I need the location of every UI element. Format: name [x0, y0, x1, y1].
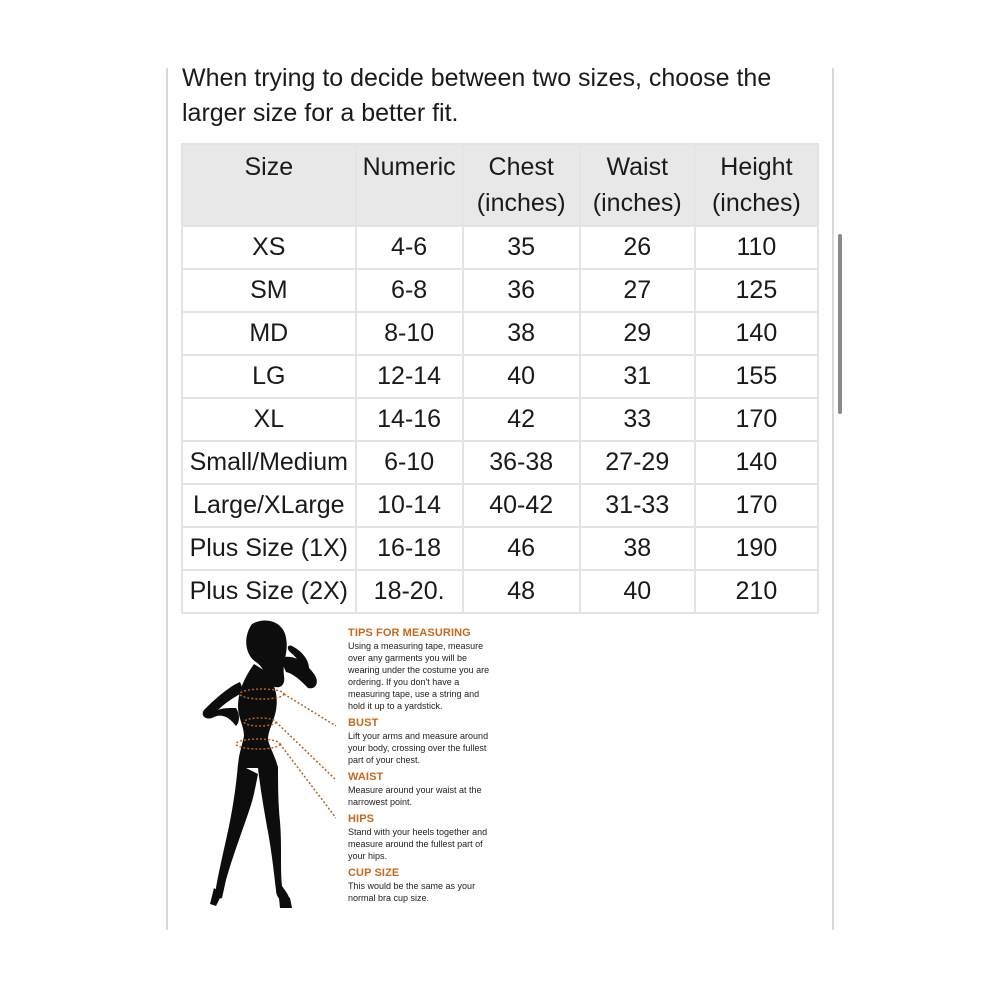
table-cell: 190 [695, 527, 818, 570]
header-row [182, 144, 818, 226]
tip-body: Using a measuring tape, measure over any garments you will be wearing under the costume you are ordering. If you don't have a measuring tape, use a string and hold it up to a yardstick. [348, 641, 490, 711]
table-cell: XS [182, 226, 356, 269]
table-cell: Small/Medium [182, 441, 356, 484]
table-row [182, 269, 818, 312]
table-cell: 18-20. [356, 570, 463, 613]
table-cell: 46 [463, 527, 580, 570]
table-row [182, 484, 818, 527]
tip-body: This would be the same as your normal bra cup size. [348, 881, 476, 903]
tip-body: Lift your arms and measure around your body, crossing over the fullest part of your chest. [348, 731, 489, 765]
table-cell: 26 [580, 226, 695, 269]
table-cell: 29 [580, 312, 695, 355]
tip-body: Stand with your heels together and measure around the fullest part of your hips. [348, 827, 488, 861]
table-cell: 140 [695, 441, 818, 484]
table-cell: 10-14 [356, 484, 463, 527]
tip-heading: HIPS [348, 813, 375, 825]
table-cell: 14-16 [356, 398, 463, 441]
table-cell: 110 [695, 226, 818, 269]
column-header-unit: (inches) [592, 189, 682, 217]
tip-heading: TIPS FOR MEASURING [348, 627, 471, 639]
table-cell: 31-33 [580, 484, 695, 527]
size-chart-body [182, 226, 818, 613]
table-cell: Large/XLarge [182, 484, 356, 527]
table-cell: 38 [580, 527, 695, 570]
tip-heading: WAIST [348, 771, 384, 783]
table-cell: 31 [580, 355, 695, 398]
column-header-label: Waist [606, 153, 669, 181]
table-cell: 36 [463, 269, 580, 312]
table-cell: LG [182, 355, 356, 398]
table-row [182, 226, 818, 269]
content-frame-left-border [166, 68, 168, 930]
column-header [182, 144, 356, 226]
table-row [182, 441, 818, 484]
table-row [182, 527, 818, 570]
table-cell: Plus Size (2X) [182, 570, 356, 613]
size-advice-text: When trying to decide between two sizes, choose the larger size for a better fit. [182, 64, 772, 127]
table-row [182, 312, 818, 355]
column-header-label: Numeric [362, 153, 456, 181]
size-chart-table [181, 143, 819, 614]
table-row [182, 570, 818, 613]
table-cell: 125 [695, 269, 818, 312]
scrollbar-thumb[interactable] [838, 234, 842, 414]
table-cell: 27-29 [580, 441, 695, 484]
column-header-unit: (inches) [711, 189, 801, 217]
measuring-tips-panel [348, 626, 498, 908]
table-cell: MD [182, 312, 356, 355]
table-cell: 6-8 [356, 269, 463, 312]
table-cell: 16-18 [356, 527, 463, 570]
table-cell: 140 [695, 312, 818, 355]
table-cell: 170 [695, 398, 818, 441]
table-cell: 155 [695, 355, 818, 398]
table-cell: 42 [463, 398, 580, 441]
table-cell: 38 [463, 312, 580, 355]
table-cell: 170 [695, 484, 818, 527]
table-cell: 6-10 [356, 441, 463, 484]
column-header [463, 144, 580, 226]
table-cell: 12-14 [356, 355, 463, 398]
table-cell: 40 [580, 570, 695, 613]
table-row [182, 398, 818, 441]
table-cell: 40-42 [463, 484, 580, 527]
table-cell: 35 [463, 226, 580, 269]
column-header-label: Chest [488, 153, 554, 181]
table-row [182, 355, 818, 398]
table-cell: 48 [463, 570, 580, 613]
column-header [356, 144, 463, 226]
table-cell: 210 [695, 570, 818, 613]
table-cell: 33 [580, 398, 695, 441]
size-chart-header [182, 144, 818, 226]
tip-heading: BUST [348, 717, 379, 729]
tip-heading: CUP SIZE [348, 867, 400, 879]
table-cell: 4-6 [356, 226, 463, 269]
table-cell: 27 [580, 269, 695, 312]
table-cell: 40 [463, 355, 580, 398]
column-header [580, 144, 695, 226]
column-header [695, 144, 818, 226]
column-header-unit: (inches) [476, 189, 566, 217]
column-header-label: Height [720, 153, 793, 181]
table-cell: SM [182, 269, 356, 312]
woman-silhouette-icon [196, 618, 336, 910]
column-header-label: Size [244, 153, 294, 181]
table-cell: XL [182, 398, 356, 441]
tip-body: Measure around your waist at the narrowest point. [348, 785, 482, 807]
table-cell: 36-38 [463, 441, 580, 484]
content-frame-right-border [832, 68, 834, 930]
table-cell: 8-10 [356, 312, 463, 355]
table-cell: Plus Size (1X) [182, 527, 356, 570]
